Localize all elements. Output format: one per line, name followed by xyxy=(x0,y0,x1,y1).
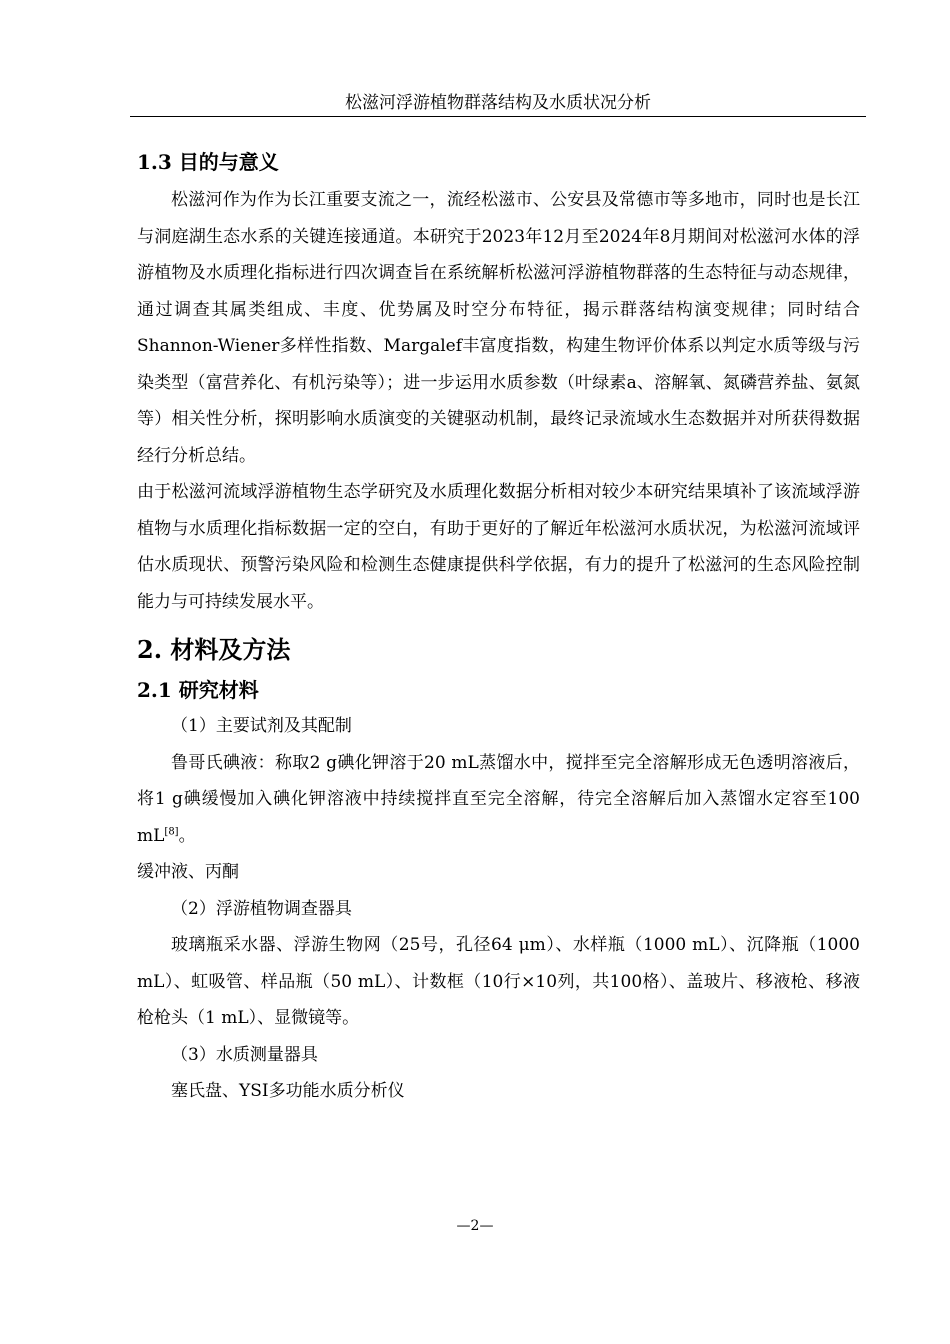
item-1-text-end: 。 xyxy=(178,825,196,846)
running-header xyxy=(130,92,866,117)
section-heading-1-3: 1.3 目的与意义 xyxy=(137,150,279,174)
item-1-text-main: 鲁哥氏碘液：称取2 g碘化钾溶于20 mL蒸馏水中，搅拌至完全溶解形成无色透明溶液后，将1 g碘缓慢加入碘化钾溶液中持续搅拌直至完全溶解，待完全溶解后加入蒸馏水定容至100 mL xyxy=(137,752,860,846)
header-title: 松滋河浮游植物群落结构及水质状况分析 xyxy=(345,93,651,113)
chapter-heading-2: 2. 材料及方法 xyxy=(137,635,291,664)
paragraph-purpose: 松滋河作为作为长江重要支流之一，流经松滋市、公安县及常德市等多地市，同时也是长江与洞庭湖生态水系的关键连接通道。本研究于2023年12月至2024年8月期间对松滋河水体的浮游植物及水质理化指标进行四次调查旨在系统解析松滋河浮游植物群落的生态特征与动态规律，通过调查其属类组成、丰度、优势属及时空分布特征，揭示群落结构演变规律；同时结合Shannon-Wiener多样性指数、Margalef丰富度指数，构建生物评价体系以判定水质等级与污染类型（富营养化、有机污染等）；进一步运用水质参数（叶绿素a、溶解氧、氮磷营养盐、氨氮等）相关性分析，探明影响水质演变的关键驱动机制，最终记录流域水生态数据并对所获得数据经行分析总结。 xyxy=(137,190,860,466)
item-3-title: （3）水质测量器具 xyxy=(171,1044,318,1065)
item-2-text: 玻璃瓶采水器、浮游生物网（25号，孔径64 μm）、水样瓶（1000 mL）、沉降瓶（1000 mL）、虹吸管、样品瓶（50 mL）、计数框（10行×10列，共100格）、盖玻片、移液枪、移液枪枪头（1 mL）、显微镜等。 xyxy=(137,935,860,1028)
section-heading-2-1: 2.1 研究材料 xyxy=(137,678,259,702)
page-number: —2— xyxy=(456,1218,494,1234)
item-1-extra: 缓冲液、丙酮 xyxy=(137,862,239,882)
item-3-text: 塞氏盘、YSI多功能水质分析仪 xyxy=(171,1081,405,1101)
page-body xyxy=(137,140,860,1110)
item-2-title: （2）浮游植物调查器具 xyxy=(171,898,352,919)
item-1-title: （1）主要试剂及其配制 xyxy=(171,716,352,736)
item-1-text xyxy=(137,745,860,855)
paragraph-significance: 由于松滋河流域浮游植物生态学研究及水质理化数据分析相对较少本研究结果填补了该流域浮游植物与水质理化指标数据一定的空白，有助于更好的了解近年松滋河水质状况，为松滋河流域评估水质现状、预警污染风险和检测生态健康提供科学依据，有力的提升了松滋河的生态风险控制能力与可持续发展水平。 xyxy=(137,482,860,612)
citation-ref: [8] xyxy=(164,825,179,837)
